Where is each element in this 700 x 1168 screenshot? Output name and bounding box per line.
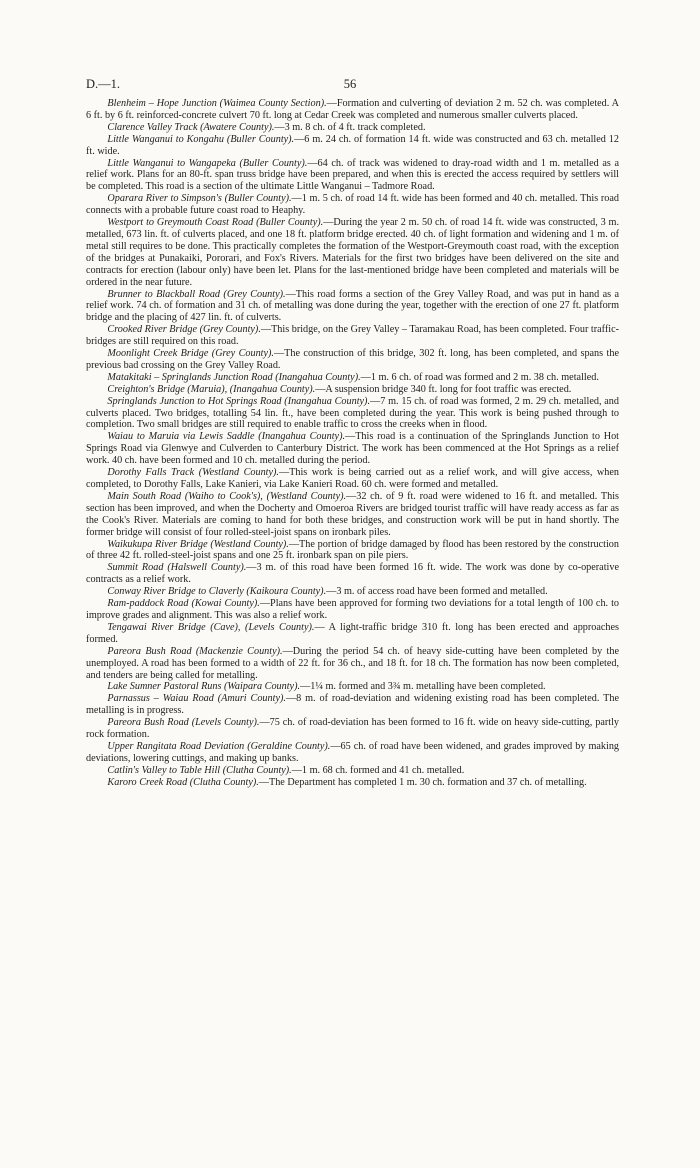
paragraph-text: — A light-traffic bridge 310 ft. long has been erected and approaches formed.	[86, 621, 620, 645]
paragraph-text: —The portion of bridge damaged by flood has been restored by the construction of three 42 ft. rolled-steel-joist spans and one 25 ft. ironbark span on pile piers.	[86, 538, 619, 562]
paragraph-title: Little Wanganui to Wangapeka (Buller County).	[107, 157, 308, 169]
paragraph-text: —This road is a continuation of the Springlands Junction to Hot Springs Road via Glenwye and Culverden to Canterbury District. The work has been commenced at the Hot Springs as a relief work. 40 ch. have been formed and 10 ch. metalled during the period.	[86, 431, 619, 467]
paragraph	[86, 693, 619, 717]
paragraph-title: Westport to Greymouth Coast Road (Buller County).	[107, 217, 324, 229]
paragraph-title: Conway River Bridge to Claverly (Kaikoura County).	[107, 586, 327, 598]
paragraph-text: —65 ch. of road have been widened, and grades improved by making deviations, lowering cuttings, and making up banks.	[86, 740, 620, 764]
paragraph-text: —Formation and culverting of deviation 2 m. 52 ch. was completed. A 6 ft. by 6 ft. reinforced-concrete culvert 70 ft. long at Cedar Creek was completed and numerous smaller culverts placed.	[86, 98, 620, 121]
paragraph-title: Brunner to Blackball Road (Grey County).	[107, 288, 286, 300]
paragraph-title: Ram-paddock Road (Kowai County).	[107, 598, 260, 610]
paragraph-title: Karoro Creek Road (Clutha County).	[107, 776, 259, 788]
paragraph-text: —1 m. 68 ch. formed and 41 ch. metalled.	[291, 764, 465, 776]
document-reference: D.—1.	[86, 77, 121, 91]
paragraph-title: Lake Sumner Pastoral Runs (Waipara County).	[107, 681, 301, 693]
paragraph-text: —A suspension bridge 340 ft. long for foot traffic was erected.	[315, 383, 572, 395]
paragraph	[86, 562, 619, 586]
paragraph	[86, 467, 619, 491]
paragraph-text: —1 m. 5 ch. of road 14 ft. wide has been formed and 40 ch. metalled. This road connects with a probable future coast road to Heaphy.	[86, 193, 619, 217]
paragraph	[86, 598, 619, 622]
paragraph-text: —1 m. 6 ch. of road was formed and 2 m. 38 ch. metalled.	[360, 371, 599, 383]
paragraph-title: Dorothy Falls Track (Westland County).	[107, 467, 279, 479]
paragraph-text: —The construction of this bridge, 302 ft. long, has been completed, and spans the previous bad crossing on the Grey Valley Road.	[86, 348, 619, 371]
paragraph	[86, 586, 619, 598]
paragraph	[86, 777, 619, 789]
paragraph-text: —This work is being carried out as a relief work, and will give access, when completed, to Dorothy Falls, Lake Kanieri, via Lake Kanieri Road. 60 ch. were formed and metalled.	[86, 467, 619, 490]
paragraph-text: —75 ch. of road-deviation has been formed to 16 ft. wide on heavy side-cutting, partly rock formation.	[86, 717, 619, 741]
paragraph-title: Waikukupa River Bridge (Westland County).	[107, 538, 289, 550]
paragraph-text: —64 ch. of track was widened to dray-road width and 1 m. metalled as a relief work. Plans for an 80-ft. span truss bridge have been prepared, and when this is erected the access required by settlers will be completed. This road is a section of the ultimate Little Wanganui – Tadmore Road.	[86, 157, 619, 193]
paragraph-text: —During the year 2 m. 50 ch. of road 14 ft. wide was constructed, 3 m. metalled, 673 lin. ft. of culverts placed, and one 18 ft. platform bridge erected. 40 ch. of light formation and widening and 1 m. of metal still requires to be done. This practically completes the formation of the Westport-Greymouth coast road, with the exception of the bridges at Punakaiki, Pororari, and Fox's Rivers. Materials for the first two bridges have been delivered on the site and contracts for erection (labour only) have been let. Plans for the last-mentioned bridge have been completed and materials will be ordered in the near future.	[86, 217, 619, 288]
paragraph-title: Clarence Valley Track (Awatere County).	[107, 121, 275, 133]
paragraph	[86, 539, 619, 563]
paragraph-text: —3 m. 8 ch. of 4 ft. track completed.	[274, 121, 426, 133]
paragraph	[86, 122, 619, 134]
paragraph-title: Pareora Bush Road (Mackenzie County).	[107, 645, 283, 657]
paragraph-title: Parnassus – Waiau Road (Amuri County).	[107, 693, 286, 705]
paragraph-text: —Plans have been approved for forming two deviations for a total length of 100 ch. to improve grades and alignment. This was also a relief work.	[86, 598, 620, 621]
paragraph	[86, 384, 619, 396]
paragraph-text: —3 m. of this road have been formed 16 ft. wide. The work was done by co-operative contracts as a relief work.	[86, 562, 619, 586]
paragraph-title: Moonlight Creek Bridge (Grey County).	[107, 348, 274, 360]
paragraph-text: —The Department has completed 1 m. 30 ch. formation and 37 ch. of metalling.	[258, 776, 587, 788]
page-header	[86, 77, 614, 93]
paragraph	[86, 134, 619, 158]
paragraph-text: —7 m. 15 ch. of road was formed, 2 m. 29 ch. metalled, and culverts placed. Two bridges, totalling 54 lin. ft., have been completed during the year. This work is being pushed through to completion. Two small bridges are still required to enable traffic to cross the creeks when in flood.	[86, 395, 619, 431]
paragraph	[86, 741, 619, 765]
paragraph	[86, 681, 619, 693]
paragraph-text: —8 m. of road-deviation and widening existing road has been completed. The metalling is in progress.	[86, 693, 619, 717]
paragraph	[86, 765, 619, 777]
paragraph-title: Catlin's Valley to Table Hill (Clutha County).	[107, 764, 292, 776]
paragraph-title: Blenheim – Hope Junction (Waimea County Section).	[107, 98, 327, 109]
paragraph	[86, 396, 619, 432]
paragraph-title: Springlands Junction to Hot Springs Road (Inangahua County).	[107, 395, 370, 407]
paragraph	[86, 431, 619, 467]
paragraph-title: Upper Rangitata Road Deviation (Geraldine County).	[107, 740, 331, 752]
paragraph-title: Crooked River Bridge (Grey County).	[107, 324, 261, 336]
paragraph	[86, 193, 619, 217]
paragraph-text: —This bridge, on the Grey Valley – Taramakau Road, has been completed. Four traffic-bridges are still required on this road.	[86, 324, 619, 348]
paragraph-text: —During the period 54 ch. of heavy side-cutting have been completed by the unemployed. A road has been formed to a width of 22 ft. for 36 ch., and 18 ft. for 18 ch. The formation has now been completed, and tenders are being called for metalling.	[86, 645, 619, 681]
paragraph	[86, 372, 619, 384]
paragraph-text: —This road forms a section of the Grey Valley Road, and was put in hand as a relief work. 74 ch. of formation and 31 ch. of metalling was done during the year, together with the erection of one 27 ft. platform bridge and the placing of 427 lin. ft. of culverts.	[86, 288, 619, 324]
paragraph	[86, 646, 619, 682]
paragraph-title: Summit Road (Halswell County).	[107, 562, 247, 574]
page-number: 56	[343, 77, 357, 91]
paragraph-title: Creighton's Bridge (Maruia), (Inangahua County).	[107, 383, 316, 395]
paragraph	[86, 491, 619, 539]
paragraph-text: —1¼ m. formed and 3¾ m. metalling have been completed.	[300, 681, 546, 693]
paragraph	[86, 217, 619, 288]
paragraph-title: Oparara River to Simpson's (Buller County).	[107, 193, 292, 205]
report-body	[86, 98, 619, 789]
paragraph	[86, 348, 619, 372]
paragraph-title: Tengawai River Bridge (Cave), (Levels County).	[107, 621, 315, 633]
paragraph	[86, 717, 619, 741]
paragraph-title: Pareora Bush Road (Levels County).	[107, 717, 260, 729]
paragraph	[86, 324, 619, 348]
paragraph-title: Little Wanganui to Kongahu (Buller County).	[107, 133, 295, 145]
paragraph-text: —32 ch. of 9 ft. road were widened to 16 ft. and metalled. This section has been improved, and when the Docherty and Omoeroa Rivers are bridged tourist traffic will have ready access as far as the Cook's River. Materials are coming to hand for both these bridges, and construction work will be put in hand shortly. The former bridge will consist of four rolled-steel-joist spans on ironbark piles.	[86, 490, 619, 538]
paragraph	[86, 622, 619, 646]
paragraph-text: —3 m. of access road have been formed and metalled.	[326, 586, 548, 598]
paragraph-title: Matakitaki – Springlands Junction Road (Inangahua County).	[107, 371, 361, 383]
paragraph-title: Main South Road (Waiho to Cook's), (Westland County).	[107, 490, 347, 502]
paragraph	[86, 98, 619, 122]
paragraph	[86, 289, 619, 325]
paragraph-title: Waiau to Maruia via Lewis Saddle (Inangahua County).	[107, 431, 346, 443]
paragraph	[86, 158, 619, 194]
paragraph-text: —6 m. 24 ch. of formation 14 ft. wide was constructed and 63 ch. metalled 12 ft. wide.	[86, 133, 619, 157]
